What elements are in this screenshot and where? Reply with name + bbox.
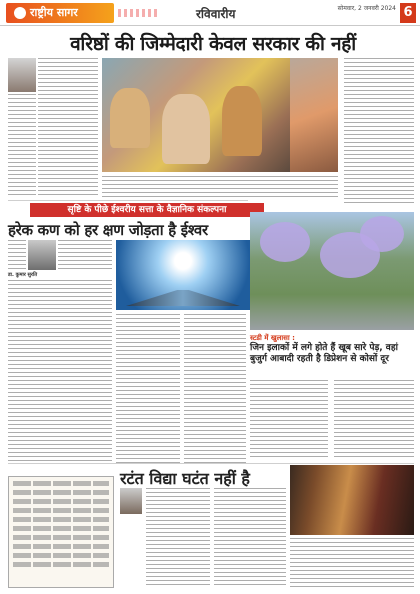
info-row xyxy=(13,499,109,504)
author-photo xyxy=(8,58,36,92)
lead-caption-lines xyxy=(102,176,338,198)
bottom-text-col-1 xyxy=(146,488,210,588)
study-kicker: स्टडी में खुलासा : xyxy=(250,334,295,342)
lead-text-col-right xyxy=(344,58,414,206)
decorative-dots xyxy=(118,9,158,17)
info-row xyxy=(13,526,109,531)
person-figure xyxy=(222,86,262,156)
info-row xyxy=(13,508,109,513)
feature-headline: हरेक कण को हर क्षण जोड़ता है ईश्वर xyxy=(8,221,208,239)
bottom-author-photo xyxy=(120,488,142,514)
section-banner xyxy=(6,3,114,23)
feature-text-col-2 xyxy=(8,280,112,464)
study-headline: जिन इलाकों में लगे होते हैं खूब सारे पेड़, वहां बुजुर्ग आबादी रहती है डिप्रेशन से कोसों दूर xyxy=(250,343,398,364)
info-row xyxy=(13,535,109,540)
person-figure xyxy=(162,94,210,164)
section-divider xyxy=(8,463,414,464)
lead-text-col-0 xyxy=(8,94,36,198)
feature-text-col-1 xyxy=(58,240,112,270)
page-number: 6 xyxy=(400,3,416,23)
logo-icon xyxy=(14,7,26,19)
blossom-shape xyxy=(260,222,310,262)
info-row xyxy=(13,481,109,486)
study-photo-trees xyxy=(250,212,414,330)
lead-headline: वरिष्ठों की जिम्मेदारी केवल सरकार की नहीं xyxy=(70,33,356,55)
study-text-col-2 xyxy=(334,380,414,460)
info-box xyxy=(8,476,114,588)
study-text-col-1 xyxy=(250,380,328,460)
bottom-photo-books xyxy=(290,465,414,535)
person-figure xyxy=(110,88,150,148)
bridge-shape xyxy=(126,290,240,306)
feature-text-col-4 xyxy=(184,314,246,464)
bottom-headline: रटंत विद्या घटंत नहीं है xyxy=(120,469,250,488)
info-row xyxy=(13,553,109,558)
bottom-text-col-3 xyxy=(290,538,414,588)
feature-text-col-0 xyxy=(8,240,26,270)
lead-photo xyxy=(102,58,290,172)
day-title: रविवारीय xyxy=(196,7,236,21)
feature-kicker-bar: सृष्टि के पीछे ईश्वरीय सत्ता के वैज्ञानिक संकल्पना xyxy=(30,203,264,217)
section-title: राष्ट्रीय सागर xyxy=(30,6,78,19)
lead-photo-side xyxy=(290,58,338,172)
info-row xyxy=(13,562,109,567)
feature-photo-sky xyxy=(116,240,250,310)
feature-author-photo xyxy=(28,240,56,270)
study-heading-box xyxy=(250,334,414,365)
blossom-shape xyxy=(360,216,404,252)
feature-author-label: डा. कुमार सुरति xyxy=(8,272,38,278)
bottom-text-col-2 xyxy=(214,488,286,588)
info-row xyxy=(13,544,109,549)
feature-text-col-3 xyxy=(116,314,180,464)
info-row xyxy=(13,517,109,522)
lead-text-col-1 xyxy=(38,58,98,198)
section-divider xyxy=(8,200,248,201)
date-line: सोमवार, 2 जनवरी 2024 xyxy=(337,5,396,12)
info-row xyxy=(13,490,109,495)
masthead xyxy=(0,0,420,26)
